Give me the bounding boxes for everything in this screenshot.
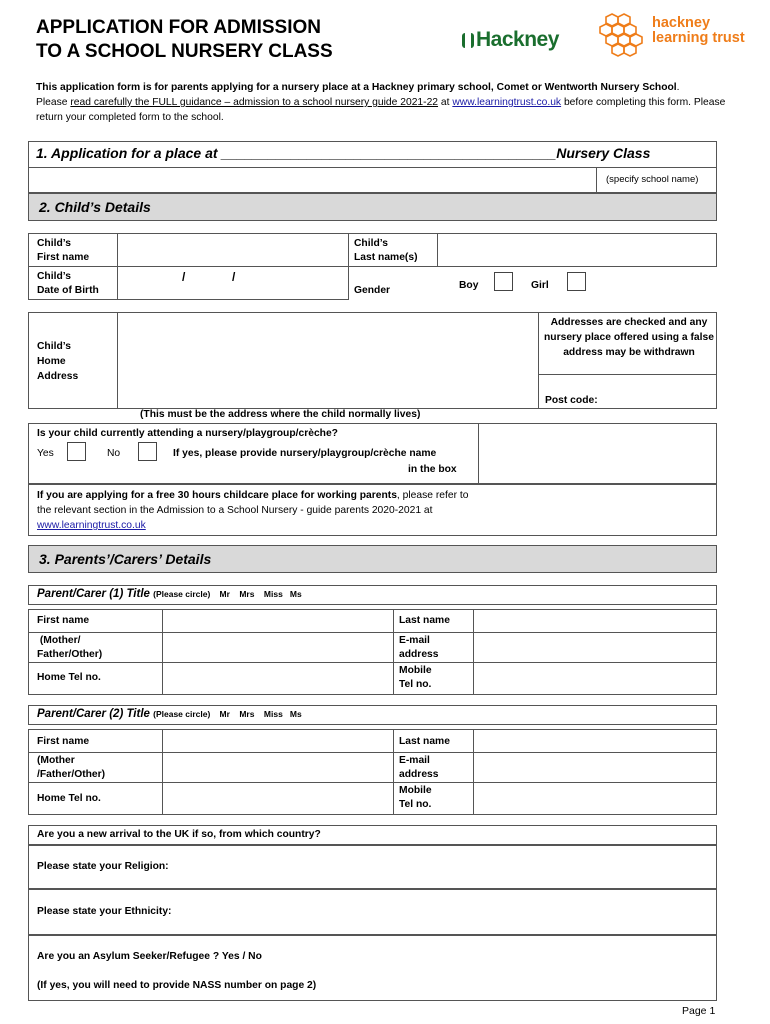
parent1-last-name-label: Last name: [399, 615, 450, 626]
child-first-name-input[interactable]: [119, 235, 347, 265]
postcode-label[interactable]: Post code:: [545, 395, 598, 406]
parent1-first-name-label: First name: [37, 615, 90, 626]
parent1-relation-input[interactable]: [164, 634, 392, 661]
child-dob-label: Child’s Date of Birth: [37, 271, 99, 296]
home-address-label: Child’s Home Address: [37, 341, 79, 382]
free-30-hours-note: If you are applying for a free 30 hours childcare place for working parents, please refer to the relevant section in the Admission to a School Nursery - guide parents 2020-2021 at www.learningtrust.co.uk: [37, 490, 469, 531]
nursery-name-input[interactable]: [480, 425, 715, 482]
ethnicity-question: Please state your Ethnicity:: [37, 906, 172, 917]
address-warning-note: Addresses are checked and any nursery place offered using a false address may be withdrawn: [544, 317, 714, 358]
parent1-last-name-input[interactable]: [475, 611, 715, 631]
boy-label: Boy: [459, 280, 479, 291]
attending-no-label: No: [107, 448, 121, 459]
learning-trust-honeycomb-icon: [598, 12, 650, 60]
hackney-h-icon: [462, 33, 474, 48]
parent2-mobile-input[interactable]: [475, 784, 715, 814]
attending-yes-checkbox[interactable]: [67, 442, 86, 461]
child-first-name-label: Child’s First name: [37, 238, 90, 263]
parent2-first-name-input[interactable]: [164, 731, 392, 751]
guidance-link[interactable]: read carefully the FULL guidance – admission to a school nursery guide 2021-22: [70, 97, 439, 108]
specify-school-note: (specify school name): [606, 174, 699, 185]
page-title: APPLICATION FOR ADMISSION TO A SCHOOL NURSERY CLASS: [36, 17, 333, 62]
parent1-email-label: E-mail address: [399, 635, 439, 660]
gender-label: Gender: [354, 285, 391, 296]
parent2-mobile-label: Mobile Tel no.: [399, 785, 432, 810]
parent1-title-options[interactable]: Mr Mrs Miss Ms: [219, 589, 302, 599]
parent1-title-label: Parent/Carer (1) Title (Please circle) Mr Mrs Miss Ms: [37, 588, 302, 600]
parent2-title-label: Parent/Carer (2) Title (Please circle) Mr Mrs Miss Ms: [37, 708, 302, 720]
attending-question: Is your child currently attending a nursery/playgroup/crèche?: [37, 428, 338, 439]
new-arrival-question: Are you a new arrival to the UK if so, from which country?: [37, 829, 321, 840]
section2-heading: 2. Child’s Details: [28, 193, 717, 221]
address-footer-note: (This must be the address where the child normally lives): [140, 409, 421, 420]
parent2-last-name-label: Last name: [399, 736, 450, 747]
free30-website-link[interactable]: www.learningtrust.co.uk: [37, 520, 146, 531]
parent2-email-label: E-mail address: [399, 755, 439, 780]
child-last-name-label: Child’s Last name(s): [354, 238, 418, 263]
dob-separator-2: /: [232, 270, 236, 284]
parent2-title-options[interactable]: Mr Mrs Miss Ms: [219, 709, 302, 719]
parent2-home-tel-input[interactable]: [164, 784, 392, 814]
intro-text: This application form is for parents applying for a nursery place at a Hackney primary school, Comet or Wentworth Nursery School. Please read carefully the FULL guidance – admission to a school nursery guide 2021-22 at www.learningtrust.co.uk before completing this form. Please return your completed form to the school.: [36, 82, 726, 123]
nass-note: (If yes, you will need to provide NASS number on page 2): [37, 980, 317, 991]
parent1-first-name-input[interactable]: [164, 611, 392, 631]
parent1-relation-label: (Mother/ Father/Other): [37, 635, 103, 660]
website-link[interactable]: www.learningtrust.co.uk: [452, 97, 562, 108]
boy-checkbox[interactable]: [494, 272, 513, 291]
if-yes-note: If yes, please provide nursery/playgroup/crèche name: [173, 448, 437, 459]
page-number: Page 1: [682, 1005, 716, 1017]
section1-heading: 1. Application for a place at ___________________________________________Nursery Class: [36, 145, 651, 161]
attending-yes-label: Yes: [37, 448, 54, 459]
parent2-relation-label: (Mother /Father/Other): [37, 755, 106, 780]
parent2-email-input[interactable]: [475, 754, 715, 781]
learning-trust-logo: hackney learning trust: [652, 15, 745, 46]
parent2-last-name-input[interactable]: [475, 731, 715, 751]
religion-question: Please state your Religion:: [37, 861, 169, 872]
parent2-first-name-label: First name: [37, 736, 90, 747]
parent1-mobile-input[interactable]: [475, 664, 715, 694]
hackney-logo: Hackney: [462, 28, 559, 52]
child-last-name-input[interactable]: [439, 235, 715, 265]
in-the-box-note: in the box: [408, 464, 457, 475]
asylum-question[interactable]: Are you an Asylum Seeker/Refugee ? Yes / No: [37, 951, 262, 962]
girl-label: Girl: [531, 280, 549, 291]
parent1-email-input[interactable]: [475, 634, 715, 661]
home-address-input[interactable]: [119, 314, 537, 407]
dob-separator-1: /: [182, 270, 186, 284]
parent1-mobile-label: Mobile Tel no.: [399, 665, 432, 690]
girl-checkbox[interactable]: [567, 272, 586, 291]
parent2-home-tel-label: Home Tel no.: [37, 793, 101, 804]
section3-heading: 3. Parents’/Carers’ Details: [28, 545, 717, 573]
attending-no-checkbox[interactable]: [138, 442, 157, 461]
parent1-home-tel-input[interactable]: [164, 664, 392, 694]
parent1-home-tel-label: Home Tel no.: [37, 672, 101, 683]
parent2-relation-input[interactable]: [164, 754, 392, 781]
